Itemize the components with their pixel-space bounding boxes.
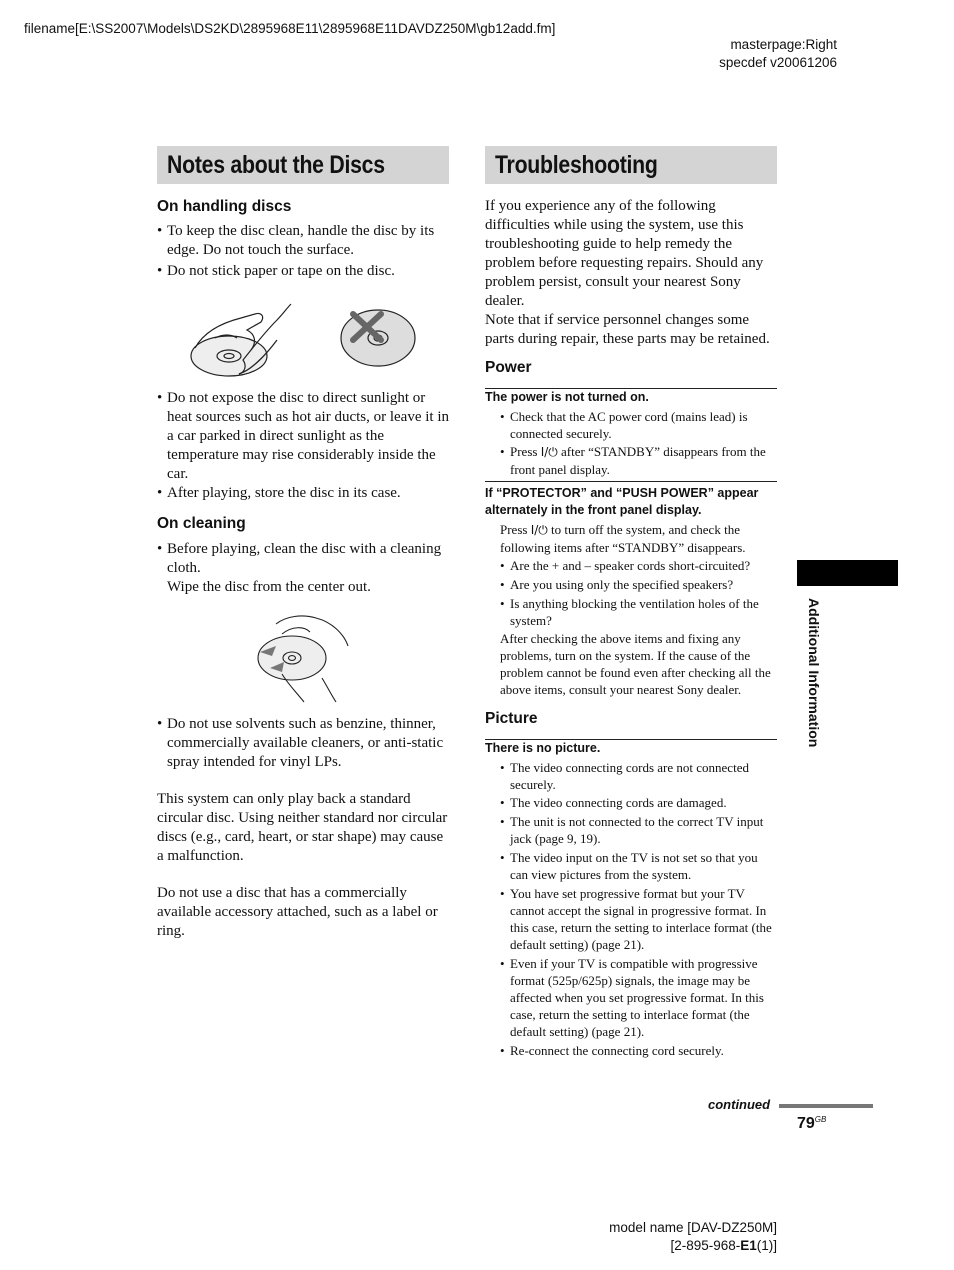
list-item: • Re-connect the connecting cord securely.	[500, 1042, 777, 1059]
cleaning-heading: On cleaning	[157, 515, 246, 532]
masterpage-label: masterpage:Right	[730, 37, 837, 52]
protector-press	[500, 521, 777, 556]
protector-rule	[485, 481, 777, 482]
troubleshooting-title-bar	[485, 146, 777, 184]
list-item: • Are you using only the specified speakers?	[500, 576, 777, 593]
list-item	[500, 443, 777, 478]
model-code-suffix: (1)]	[756, 1238, 777, 1253]
cleaning-line2: Wipe the disc from the center out.	[167, 579, 371, 595]
list-item	[157, 540, 449, 597]
model-code-bold: E1	[740, 1238, 757, 1253]
handling-list	[157, 222, 449, 281]
picture-heading: Picture	[485, 710, 538, 727]
power-heading: Power	[485, 359, 532, 376]
model-code	[670, 1238, 777, 1253]
power-press-prefix: Press	[510, 444, 538, 459]
list-item: • Even if your TV is compatible with progressive format (525p/625p) signals, the image may be affected when you set progressive format. In this case, return the setting to interlace format (the default setting) (page 21).	[500, 955, 777, 1040]
disc-cleaning-illustration	[252, 612, 352, 704]
power-button-icon: I/⏻	[540, 445, 558, 459]
list-item: • After playing, store the disc in its case.	[157, 484, 449, 503]
cleaning-list	[157, 540, 449, 597]
picture-question: There is no picture.	[485, 741, 601, 755]
continued-rule	[779, 1104, 873, 1108]
list-item: • The video connecting cords are not connected securely.	[500, 759, 777, 793]
circular-disc-paragraph: This system can only play back a standard circular disc. Using neither standard nor circular discs (e.g., card, heart, or star shape) may cause a malfunction.	[157, 791, 448, 864]
troubleshooting-intro: If you experience any of the following difficulties while using the system, use this troubleshooting guide to help remedy the problem before requesting repairs. Should any problem persist, consult your nearest Sony dealer.	[485, 198, 764, 309]
list-item: • Do not expose the disc to direct sunlight or heat sources such as hot air ducts, or leave it in a car parked in direct sunlight as the temperature may rise considerably inside the car.	[157, 389, 449, 484]
list-item: • The video connecting cords are damaged.	[500, 794, 777, 811]
disc-handling-illustration	[185, 300, 425, 382]
list-item: • The video input on the TV is not set so that you can view pictures from the system.	[500, 849, 777, 883]
protector-question: If “PROTECTOR” and “PUSH POWER” appear alternately in the front panel display.	[485, 486, 759, 517]
specdef-label: specdef v20061206	[719, 55, 837, 70]
power-button-icon: I/⏻	[530, 523, 548, 537]
list-item: • Do not stick paper or tape on the disc.	[157, 262, 449, 281]
list-item: • Check that the AC power cord (mains lead) is connected securely.	[500, 408, 777, 442]
power-press-suffix: after “STANDBY” disappears from the front panel display.	[510, 444, 766, 477]
list-item: • You have set progressive format but your TV cannot accept the signal in progressive format. In this case, return the setting to interlace format (the default setting) (page 21).	[500, 885, 777, 953]
model-code-prefix: [2-895-968-	[670, 1238, 741, 1253]
list-item: • Is anything blocking the ventilation holes of the system?	[500, 595, 777, 629]
section-tab-label: Additional Information	[806, 598, 822, 748]
page-number-suffix: GB	[814, 1115, 827, 1124]
list-item: • Do not use solvents such as benzine, thinner, commercially available cleaners, or anti-static spray intended for vinyl LPs.	[157, 715, 449, 772]
accessory-paragraph: Do not use a disc that has a commercially available accessory attached, such as a label or ring.	[157, 885, 438, 939]
power-list	[500, 408, 777, 478]
continued-label: continued	[708, 1097, 771, 1112]
section-tab-marker	[797, 560, 898, 586]
page-number	[797, 1115, 826, 1133]
protector-after-text: After checking the above items and fixing any problems, turn on the system. If the cause of the problem cannot be found even after checking all the above items, consult your nearest Sony dealer.	[500, 631, 771, 697]
list-item: • To keep the disc clean, handle the disc by its edge. Do not touch the surface.	[157, 222, 449, 260]
sunlight-list	[157, 389, 449, 503]
solvents-list	[157, 715, 449, 772]
power-question: The power is not turned on.	[485, 390, 649, 404]
model-name: model name [DAV-DZ250M]	[609, 1220, 777, 1235]
notes-title-bar	[157, 146, 449, 184]
protector-list	[500, 557, 777, 629]
picture-list	[500, 759, 777, 1059]
notes-title: Notes about the Discs	[167, 151, 385, 179]
list-item: • Are the + and – speaker cords short-circuited?	[500, 557, 777, 574]
troubleshooting-title: Troubleshooting	[495, 151, 658, 179]
list-item: • The unit is not connected to the correct TV input jack (page 9, 19).	[500, 813, 777, 847]
protector-press-suffix: to turn off the system, and check the following items after “STANDBY” disappears.	[500, 522, 746, 555]
page-number-value: 79	[797, 1115, 815, 1132]
protector-press-prefix: Press	[500, 522, 528, 537]
troubleshooting-note: Note that if service personnel changes some parts during repair, these parts may be retained.	[485, 312, 770, 347]
filename-header: filename[E:\SS2007\Models\DS2KD\2895968E11\2895968E11DAVDZ250M\gb12add.fm]	[24, 21, 556, 36]
cleaning-line1: Before playing, clean the disc with a cleaning cloth.	[167, 541, 442, 576]
handling-heading: On handling discs	[157, 198, 292, 215]
